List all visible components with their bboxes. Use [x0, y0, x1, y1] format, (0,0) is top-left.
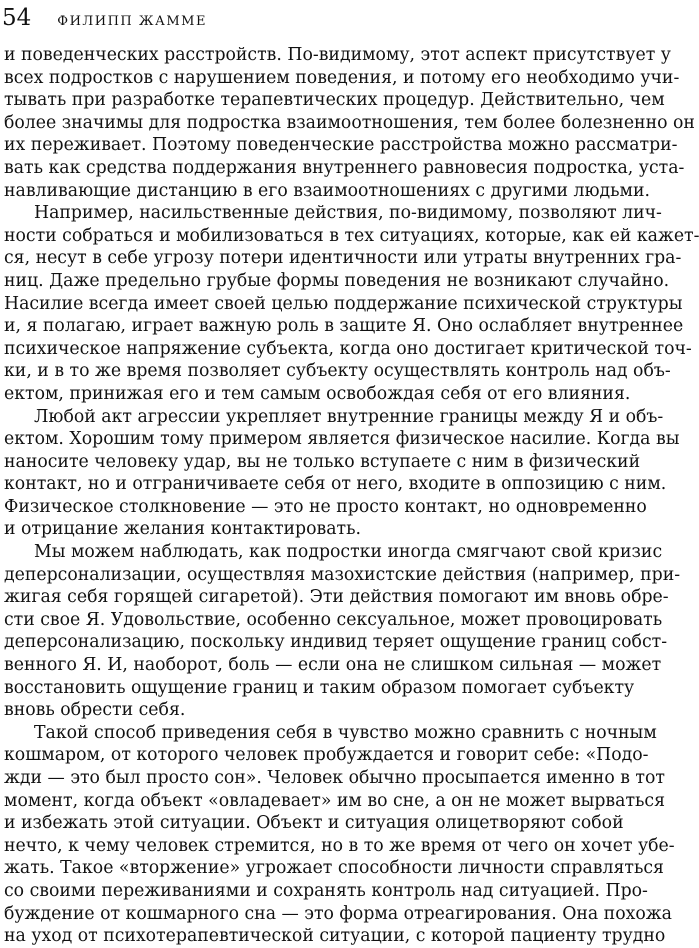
text-line: восстановить ощущение границ и таким образом помогает субъекту [4, 677, 635, 698]
text-line: жди — это был просто сон». Человек обычно просыпается именно в тот [4, 768, 665, 788]
text-line: Насилие всегда имеет своей целью поддержание психической структуры [4, 293, 683, 314]
text-line: со своими переживаниями и сохранять контроль над ситуацией. Про- [4, 880, 648, 901]
page-header [2, 0, 207, 36]
text-line: жигая себя горящей сигаретой). Эти действия помогают им вновь обре- [4, 587, 669, 608]
body-text [4, 44, 699, 948]
page-number: 54 [2, 5, 32, 31]
text-line: Такой способ приведения себя в чувство можно сравнить с ночным [34, 722, 657, 743]
text-line: венного Я. И, наоборот, боль — если она не слишком сильная — может [4, 655, 662, 676]
text-line: Физическое столкновение — это не просто контакт, но одновременно [4, 496, 647, 517]
text-line: сти свое Я. Удовольствие, особенно сексуальное, может провоцировать [4, 609, 663, 630]
text-line: и избежать этой ситуации. Объект и ситуация олицетворяют собой [4, 813, 624, 834]
text-line: жать. Такое «вторжение» угрожает способности личности справляться [4, 858, 664, 879]
text-line: всех подростков с нарушением поведения, и потому его необходимо учи- [4, 67, 680, 88]
text-line: более значимы для подростка взаимоотношения, тем более болезненно он [4, 112, 695, 133]
text-line: наносите человеку удар, вы не только вступаете с ним в физический [4, 451, 641, 472]
paragraph [4, 722, 675, 948]
text-line: и поведенческих расстройств. По-видимому, этот аспект присутствует у [4, 45, 671, 65]
text-line: вновь обрести себя. [4, 700, 186, 721]
text-line: и отрицание желания контактировать. [4, 519, 361, 540]
text-line: кошмаром, от которого человек пробуждается и говорит себе: «Подо- [4, 745, 649, 766]
text-line: тывать при разработке терапевтических процедур. Действительно, чем [4, 90, 665, 111]
text-line: контакт, но и отграничиваете себя от него, входите в оппозицию с ним. [4, 474, 667, 495]
running-title: ФИЛИПП ЖАММЕ [57, 14, 207, 29]
text-line: и, я полагаю, играет важную роль в защите Я. Оно ослабляет внутреннее [4, 316, 684, 337]
text-line: ектом. Хорошим тому примером является физическое насилие. Когда вы [4, 429, 680, 450]
text-line: деперсонализации, осуществляя мазохистские действия (например, при- [4, 564, 681, 585]
paragraph [4, 44, 695, 202]
text-line: нечто, к чему человек стремится, но в то же время от чего он хочет убе- [4, 835, 675, 856]
text-line: их переживает. Поэтому поведенческие расстройства можно рассматри- [4, 135, 678, 156]
text-line: на уход от психотерапевтической ситуации, с которой пациенту трудно [4, 926, 666, 947]
text-line: ектом, принижая его и тем самым освобождая себя от его влияния. [4, 383, 631, 404]
text-line: Мы можем наблюдать, как подростки иногда смягчают свой кризис [34, 542, 663, 563]
paragraph [4, 406, 680, 542]
text-line: ности собраться и мобилизоваться в тех ситуациях, которые, как ей кажет- [4, 225, 699, 246]
text-line: навливающие дистанцию в его взаимоотношениях с другими людьми. [4, 180, 650, 201]
paragraph [4, 202, 699, 405]
paragraph [4, 541, 681, 722]
text-line: психическое напряжение субъекта, когда оно достигает критической точ- [4, 338, 692, 359]
text-line: Например, насильственные действия, по-видимому, позволяют лич- [34, 203, 662, 224]
text-line: деперсонализацию, поскольку индивид теряет ощущение границ собст- [4, 632, 668, 653]
text-line: ниц. Даже предельно грубые формы поведения не возникают случайно. [4, 270, 670, 291]
text-line: момент, когда объект «овладевает» им во сне, а он не может вырваться [4, 790, 665, 811]
text-line: Любой акт агрессии укрепляет внутренние границы между Я и объ- [34, 406, 664, 427]
text-line: ся, несут в себе угрозу потери идентичности или утраты внутренних гра- [4, 248, 682, 269]
text-line: ки, и в то же время позволяет субъекту осуществлять контроль над объ- [4, 361, 671, 382]
text-line: буждение от кошмарного сна — это форма отреагирования. Она похожа [4, 903, 672, 924]
text-line: вать как средства поддержания внутреннего равновесия подростка, уста- [4, 157, 685, 178]
